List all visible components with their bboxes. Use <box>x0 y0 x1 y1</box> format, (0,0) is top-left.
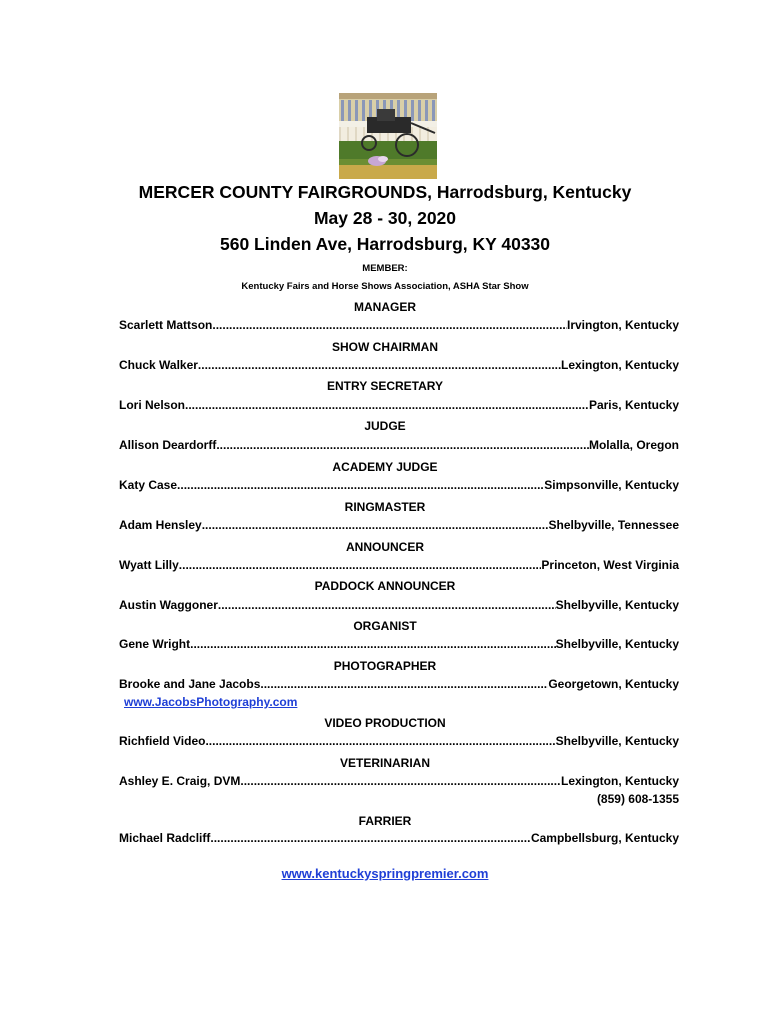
dot-leader <box>190 636 555 652</box>
official-entry-farrier <box>119 830 679 846</box>
official-location: Campbellsburg, Kentucky <box>530 831 679 845</box>
dot-leader <box>205 733 555 749</box>
dot-leader <box>218 597 556 613</box>
veterinarian-phone: (859) 608-1355 <box>596 792 679 806</box>
website-link[interactable]: www.kentuckyspringpremier.com <box>281 866 489 881</box>
dot-leader <box>179 557 542 573</box>
official-name: Gene Wright <box>119 637 191 651</box>
official-entry-manager <box>119 317 679 333</box>
official-location: Shelbyville, Tennessee <box>548 518 679 532</box>
official-location: Georgetown, Kentucky <box>548 677 679 691</box>
official-name: Brooke and Jane Jacobs <box>119 677 261 691</box>
official-location: Lexington, Kentucky <box>560 774 679 788</box>
event-address: 560 Linden Ave, Harrodsburg, KY 40330 <box>219 234 551 254</box>
photographer-website-link[interactable]: www.JacobsPhotography.com <box>124 695 298 709</box>
official-entry-announcer <box>119 557 679 573</box>
official-name: Richfield Video <box>119 734 206 748</box>
official-name: Wyatt Lilly <box>119 558 179 572</box>
dot-leader <box>185 397 589 413</box>
role-heading-organist: ORGANIST <box>353 619 417 633</box>
role-heading-video-production: VIDEO PRODUCTION <box>324 716 446 730</box>
dot-leader <box>212 317 567 333</box>
dot-leader <box>216 437 589 453</box>
role-heading-judge: JUDGE <box>364 419 406 433</box>
footer-website <box>0 865 770 883</box>
official-entry-show-chairman <box>119 357 679 373</box>
dot-leader <box>260 676 548 692</box>
official-entry-judge <box>119 437 679 453</box>
official-entry-organist <box>119 636 679 652</box>
official-entry-paddock-announcer <box>119 597 679 613</box>
official-entry-academy-judge <box>119 477 679 493</box>
official-name: Ashley E. Craig, DVM <box>119 774 241 788</box>
member-label: MEMBER: <box>362 263 408 274</box>
role-heading-ringmaster: RINGMASTER <box>344 500 426 514</box>
official-entry-veterinarian <box>119 773 679 789</box>
dot-leader <box>198 357 561 373</box>
role-heading-paddock-announcer: PADDOCK ANNOUNCER <box>314 579 456 593</box>
official-location: Lexington, Kentucky <box>560 358 679 372</box>
official-entry-ringmaster <box>119 517 679 533</box>
official-location: Paris, Kentucky <box>588 398 679 412</box>
dot-leader <box>210 830 531 846</box>
document-title: MERCER COUNTY FAIRGROUNDS, Harrodsburg, Kentucky <box>138 182 632 202</box>
dot-leader <box>240 773 561 789</box>
official-location: Shelbyville, Kentucky <box>555 598 679 612</box>
official-name: Lori Nelson <box>119 398 186 412</box>
role-heading-manager: MANAGER <box>354 300 416 314</box>
member-associations: Kentucky Fairs and Horse Shows Association, ASHA Star Show <box>241 281 529 292</box>
official-location: Shelbyville, Kentucky <box>555 734 679 748</box>
official-name: Allison Deardorff <box>119 438 217 452</box>
official-name: Scarlett Mattson <box>119 318 213 332</box>
dot-leader <box>202 517 549 533</box>
role-heading-show-chairman: SHOW CHAIRMAN <box>332 340 438 354</box>
role-heading-announcer: ANNOUNCER <box>346 540 424 554</box>
official-entry-entry-secretary <box>119 397 679 413</box>
official-entry-video-production <box>119 733 679 749</box>
event-dates: May 28 - 30, 2020 <box>313 208 457 228</box>
official-location: Princeton, West Virginia <box>541 558 679 572</box>
carriage-photo <box>339 93 437 179</box>
official-location: Irvington, Kentucky <box>566 318 679 332</box>
role-heading-photographer: PHOTOGRAPHER <box>333 659 437 673</box>
official-location: Shelbyville, Kentucky <box>555 637 679 651</box>
official-name: Michael Radcliff <box>119 831 211 845</box>
official-entry-photographer <box>119 676 679 692</box>
official-name: Austin Waggoner <box>119 598 218 612</box>
role-heading-entry-secretary: ENTRY SECRETARY <box>326 379 443 393</box>
official-name: Katy Case <box>119 478 178 492</box>
role-heading-veterinarian: VETERINARIAN <box>339 756 430 770</box>
official-location: Simpsonville, Kentucky <box>544 478 679 492</box>
official-name: Chuck Walker <box>119 358 198 372</box>
role-heading-farrier: FARRIER <box>358 814 412 828</box>
role-heading-academy-judge: ACADEMY JUDGE <box>332 460 438 474</box>
official-name: Adam Hensley <box>119 518 202 532</box>
official-location: Molalla, Oregon <box>588 438 679 452</box>
dot-leader <box>177 477 544 493</box>
